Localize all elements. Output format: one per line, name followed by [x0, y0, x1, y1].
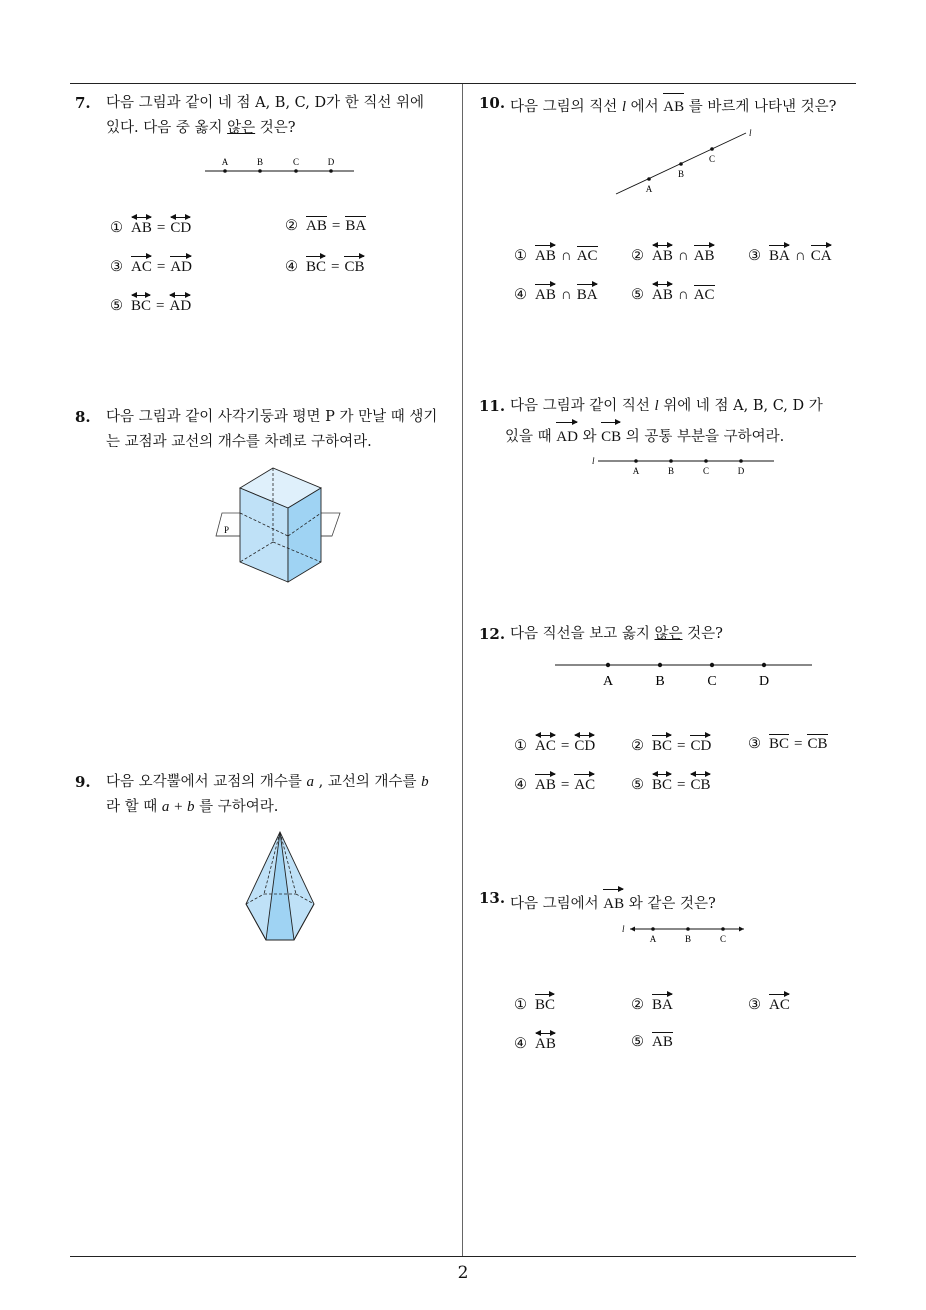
- choice-number: ④: [285, 259, 298, 275]
- q7-choice-3[interactable]: [110, 253, 192, 276]
- question-text: 다음 그림과 같이 사각기둥과 평면 P 가 만날 때 생기: [106, 409, 438, 425]
- operator: ∩: [560, 287, 572, 303]
- notation-letters: CB: [690, 777, 711, 793]
- notation-letters: BC: [535, 997, 556, 1013]
- ray-notation: [535, 771, 556, 794]
- choice-number: ③: [748, 997, 761, 1013]
- line-notation: [169, 292, 191, 315]
- q10-choice-1[interactable]: [514, 242, 598, 265]
- notation-letters: AC: [693, 287, 715, 303]
- notation-letters: AB: [535, 1036, 556, 1052]
- ray-notation: [306, 253, 326, 276]
- q9-pyramid-figure: [242, 828, 318, 944]
- choice-number: ①: [514, 997, 527, 1013]
- choice-number: ①: [110, 220, 123, 236]
- question-number: 7.: [75, 94, 91, 112]
- notation-letters: BA: [652, 997, 673, 1013]
- q13-choice-1[interactable]: [514, 991, 555, 1014]
- question-12: [479, 622, 859, 647]
- choice-number: ⑤: [631, 777, 644, 793]
- notation-letters: AB: [652, 287, 673, 303]
- ray-notation: [574, 771, 595, 794]
- ray-notation: [535, 991, 555, 1014]
- ray-notation: [811, 242, 832, 265]
- q12-line-figure: [550, 655, 816, 691]
- point-label: A: [632, 466, 640, 476]
- q10-choice-5[interactable]: [631, 281, 715, 304]
- operator: ∩: [677, 248, 689, 264]
- question-text-2: 있을 때 AD 와 CB 의 공통 부분을 구하여라.: [479, 419, 864, 450]
- notation-letters: BA: [345, 218, 367, 234]
- notation-letters: AB: [535, 287, 556, 303]
- question-text-2: 있다. 다음 중 옳지 않은 것은?: [106, 120, 296, 136]
- notation-letters: CB: [344, 259, 365, 275]
- notation-letters: AB: [535, 777, 556, 793]
- notation-letters: BC: [769, 736, 790, 752]
- choice-number: ④: [514, 287, 527, 303]
- question-text: 다음 그림과 같이 네 점 A, B, C, D가 한 직선 위에: [106, 95, 424, 111]
- seg-notation: [652, 1030, 673, 1051]
- point-label: C: [702, 466, 710, 476]
- ray-notation: [535, 281, 556, 304]
- notation-letters: AC: [131, 259, 152, 275]
- choice-number: ③: [748, 248, 761, 264]
- point-label: C: [719, 934, 727, 944]
- choice-number: ④: [514, 777, 527, 793]
- notation-letters: AB: [131, 220, 152, 236]
- question-text: 다음 직선을 보고 옳지 않은 것은?: [510, 626, 723, 642]
- point-label: D: [327, 157, 335, 167]
- notation-letters: BC: [652, 777, 673, 793]
- notation-letters: AD: [170, 259, 192, 275]
- point-label: A: [649, 934, 657, 944]
- choice-number: ⑤: [631, 1034, 644, 1050]
- operator: =: [560, 777, 570, 793]
- point-label: B: [684, 934, 692, 944]
- line-notation: [131, 292, 151, 315]
- choice-number: ②: [631, 738, 644, 754]
- q8-prism-figure: [212, 462, 347, 587]
- seg-notation: [769, 732, 789, 753]
- operator: =: [331, 218, 341, 234]
- line-label: l: [749, 128, 752, 138]
- operator: =: [156, 298, 165, 314]
- ray-notation: [769, 991, 790, 1014]
- choice-number: ⑤: [110, 298, 123, 314]
- notation-letters: BC: [652, 738, 673, 754]
- line-notation: [652, 281, 673, 304]
- line-notation: [535, 732, 556, 755]
- point-label: A: [221, 157, 229, 167]
- notation-letters: AB: [652, 248, 673, 264]
- point-label: B: [667, 466, 675, 476]
- seg-notation: [807, 732, 827, 753]
- choice-number: ③: [748, 736, 761, 752]
- notation-letters: AC: [576, 248, 598, 264]
- point-label: C: [292, 157, 300, 167]
- question-text-2: 라 할 때 a + b 를 구하여라.: [106, 799, 279, 815]
- q12-choice-2[interactable]: [631, 732, 711, 755]
- question-text-2: 는 교점과 교선의 개수를 차례로 구하여라.: [106, 434, 372, 450]
- page-number: 2: [457, 1263, 469, 1283]
- q13-line-figure: [620, 920, 750, 946]
- point-label: A: [602, 674, 614, 689]
- ray-notation: [535, 242, 556, 265]
- point-label: C: [707, 674, 717, 689]
- q12-choice-5[interactable]: [631, 771, 711, 794]
- notation-letters: CD: [170, 220, 192, 236]
- choice-number: ②: [285, 218, 298, 234]
- question-number: 9.: [75, 773, 91, 791]
- point-label: D: [758, 674, 770, 689]
- ray-notation: [769, 242, 790, 265]
- q13-choice-3[interactable]: [748, 991, 790, 1014]
- point-label: B: [655, 674, 665, 689]
- question-9: [75, 770, 460, 820]
- plane-label: P: [224, 525, 230, 535]
- q13-choice-2[interactable]: [631, 991, 673, 1014]
- seg-notation: [306, 214, 327, 235]
- question-text: 다음 그림에서 AB 와 같은 것은?: [479, 886, 859, 917]
- question-7: [75, 91, 460, 141]
- line-notation: [170, 214, 191, 237]
- q12-choice-4[interactable]: [514, 771, 595, 794]
- choice-number: ①: [514, 248, 527, 264]
- notation-letters: AC: [769, 997, 790, 1013]
- question-11: [479, 394, 864, 450]
- line-notation: [652, 771, 672, 794]
- q7-choice-4[interactable]: [285, 253, 365, 276]
- line-label: l: [592, 456, 595, 466]
- q7-choice-2[interactable]: [285, 214, 366, 235]
- line-label: l: [622, 924, 625, 934]
- question-text: 다음 오각뿔에서 교점의 개수를 a , 교선의 개수를 b: [106, 774, 429, 790]
- operator: =: [794, 736, 803, 752]
- notation-letters: CB: [807, 736, 828, 752]
- q12-choice-1[interactable]: [514, 732, 595, 755]
- point-label: A: [645, 184, 653, 194]
- operator: ∩: [677, 287, 689, 303]
- choice-number: ③: [110, 259, 123, 275]
- ray-notation: [131, 253, 152, 276]
- operator: =: [156, 259, 166, 275]
- question-number: 11.: [479, 397, 506, 415]
- line-notation: [535, 1030, 556, 1053]
- point-label: D: [737, 466, 745, 476]
- question-number: 8.: [75, 408, 91, 426]
- operator: ∩: [560, 248, 572, 264]
- q7-choice-1[interactable]: [110, 214, 191, 237]
- ray-notation: [577, 281, 598, 304]
- q12-choice-3[interactable]: [748, 732, 828, 753]
- line-notation: [690, 771, 710, 794]
- question-8: [75, 405, 460, 455]
- notation-letters: AD: [169, 298, 192, 314]
- notation-letters: AC: [535, 738, 556, 754]
- ray-notation: [652, 732, 672, 755]
- notation-letters: BA: [769, 248, 790, 264]
- choice-number: ②: [631, 248, 644, 264]
- question-text: 다음 그림과 같이 직선 l 위에 네 점 A, B, C, D 가: [510, 398, 823, 414]
- q10-choice-2[interactable]: [631, 242, 715, 265]
- notation-letters: CA: [810, 248, 832, 264]
- seg-notation: [345, 214, 366, 235]
- notation-letters: BC: [131, 298, 152, 314]
- q13-choice-4[interactable]: [514, 1030, 556, 1053]
- notation-letters: CD: [574, 738, 596, 754]
- notation-letters: BC: [306, 259, 327, 275]
- ray-notation: [170, 253, 192, 276]
- q7-choice-5[interactable]: [110, 292, 191, 315]
- notation-letters: AB: [306, 218, 327, 234]
- point-label: C: [708, 154, 716, 164]
- choice-number: ⑤: [631, 287, 644, 303]
- line-notation: [131, 214, 152, 237]
- notation-letters: CD: [690, 738, 712, 754]
- q10-choice-4[interactable]: [514, 281, 598, 304]
- q13-choice-5[interactable]: [631, 1030, 673, 1051]
- notation-letters: AB: [652, 1034, 673, 1050]
- q7-line-figure: [200, 152, 360, 178]
- line-notation: [574, 732, 595, 755]
- ray-notation: [694, 242, 715, 265]
- notation-letters: AB: [693, 248, 715, 264]
- notation-letters: AB: [535, 248, 556, 264]
- question-text: 다음 그림의 직선 l 에서 AB 를 바르게 나타낸 것은?: [479, 91, 859, 120]
- operator: =: [331, 259, 340, 275]
- operator: =: [677, 777, 686, 793]
- question-number: 12.: [479, 625, 506, 643]
- question-10: [479, 91, 859, 120]
- point-label: B: [677, 169, 685, 179]
- operator: =: [156, 220, 166, 236]
- top-rule: [70, 83, 856, 84]
- ray-notation: [344, 253, 364, 276]
- choice-number: ④: [514, 1036, 527, 1052]
- column-divider: [462, 84, 463, 1256]
- line-notation: [652, 242, 673, 265]
- q10-choice-3[interactable]: [748, 242, 832, 265]
- question-number: 13.: [479, 889, 506, 907]
- q10-line-figure: [610, 126, 760, 198]
- q11-line-figure: [588, 451, 778, 477]
- operator: =: [677, 738, 686, 754]
- seg-notation: [694, 283, 715, 304]
- choice-number: ②: [631, 997, 644, 1013]
- seg-notation: [577, 244, 598, 265]
- ray-notation: [652, 991, 673, 1014]
- question-13: [479, 886, 859, 917]
- bottom-rule: [70, 1256, 856, 1257]
- notation-letters: BA: [576, 287, 598, 303]
- notation-letters: AC: [574, 777, 596, 793]
- choice-number: ①: [514, 738, 527, 754]
- point-label: B: [256, 157, 264, 167]
- operator: ∩: [794, 248, 806, 264]
- operator: =: [560, 738, 570, 754]
- ray-notation: [690, 732, 711, 755]
- question-number: 10.: [479, 94, 506, 112]
